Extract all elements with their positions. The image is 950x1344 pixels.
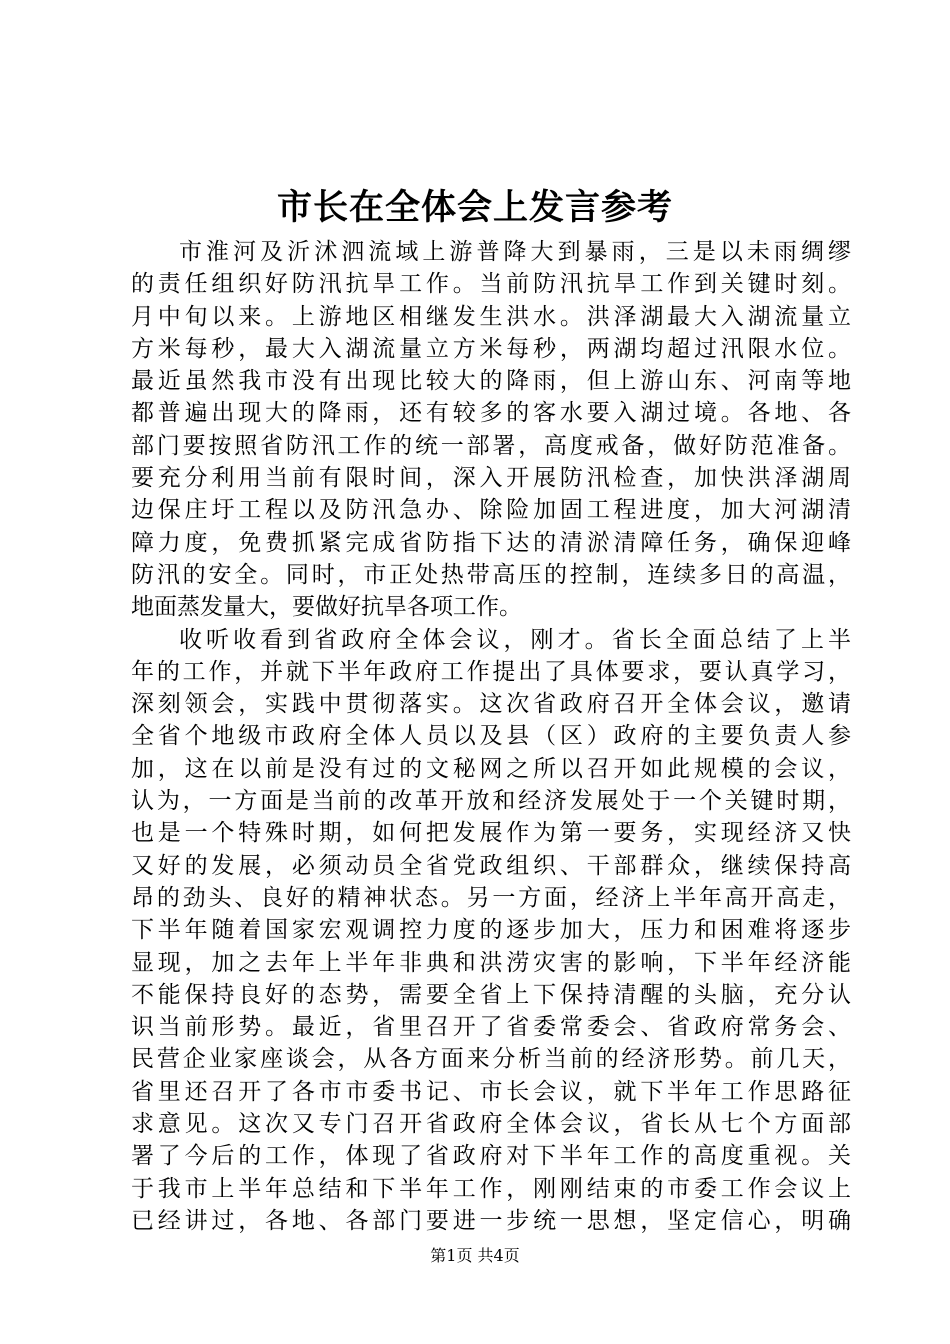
text-line: 署了今后的工作，体现了省政府对下半年工作的高度重视。关 <box>131 1143 851 1170</box>
text-line: 求意见。这次又专门召开省政府全体会议，省长从七个方面部 <box>131 1111 851 1138</box>
text-line: 防汛的安全。同时，市正处热带高压的控制，连续多日的高温， <box>131 561 851 588</box>
text-line: 最近虽然我市没有出现比较大的降雨，但上游山东、河南等地 <box>131 368 851 395</box>
page-number-footer: 第1页 共4页 <box>430 1246 520 1265</box>
text-line: 也是一个特殊时期，如何把发展作为第一要务，实现经济又快 <box>131 820 851 847</box>
text-line: 障力度，免费抓紧完成省防指下达的清淤清障任务，确保迎峰 <box>131 529 851 556</box>
text-line: 加，这在以前是没有过的文秘网之所以召开如此规模的会议， <box>131 755 851 782</box>
text-line: 方米每秒，最大入湖流量立方米每秒，两湖均超过汛限水位。 <box>131 335 851 362</box>
text-line: 全省个地级市政府全体人员以及县（区）政府的主要负责人参 <box>131 723 851 750</box>
text-line: 已经讲过，各地、各部门要进一步统一思想，坚定信心，明确 <box>131 1207 851 1234</box>
paragraph-1 <box>131 236 851 624</box>
text-line: 要充分利用当前有限时间，深入开展防汛检查，加快洪泽湖周 <box>131 465 851 492</box>
paragraph-2 <box>131 624 851 1238</box>
text-line: 省里还召开了各市市委书记、市长会议，就下半年工作思路征 <box>131 1078 851 1105</box>
text-line: 显现，加之去年上半年非典和洪涝灾害的影响，下半年经济能 <box>131 949 851 976</box>
text-line: 的责任组织好防汛抗旱工作。当前防汛抗旱工作到关键时刻。 <box>131 271 851 298</box>
text-line: 年的工作，并就下半年政府工作提出了具体要求，要认真学习， <box>131 658 851 685</box>
text-line: 市淮河及沂沭泗流域上游普降大到暴雨，三是以未雨绸缪 <box>179 239 851 265</box>
document-body <box>131 236 851 1237</box>
text-line: 不能保持良好的态势，需要全省上下保持清醒的头脑，充分认 <box>131 981 851 1008</box>
text-line: 收听收看到省政府全体会议，刚才。省长全面总结了上半 <box>179 626 851 653</box>
text-line: 部门要按照省防汛工作的统一部署，高度戒备，做好防范准备。 <box>131 432 851 459</box>
text-line: 都普遍出现大的降雨，还有较多的客水要入湖过境。各地、各 <box>131 400 851 427</box>
text-line: 认为，一方面是当前的改革开放和经济发展处于一个关键时期， <box>131 788 851 815</box>
text-line: 月中旬以来。上游地区相继发生洪水。洪泽湖最大入湖流量立 <box>131 303 851 330</box>
text-line: 深刻领会，实践中贯彻落实。这次省政府召开全体会议，邀请 <box>131 691 851 718</box>
text-line: 下半年随着国家宏观调控力度的逐步加大，压力和困难将逐步 <box>131 917 851 944</box>
text-line: 于我市上半年总结和下半年工作，刚刚结束的市委工作会议上 <box>131 1175 851 1202</box>
text-line: 地面蒸发量大，要做好抗旱各项工作。 <box>131 594 522 621</box>
document-title: 市长在全体会上发言参考 <box>276 187 673 228</box>
text-line: 民营企业家座谈会，从各方面来分析当前的经济形势。前几天， <box>131 1046 851 1073</box>
text-line: 识当前形势。最近，省里召开了省委常委会、省政府常务会、 <box>131 1014 851 1041</box>
text-line: 昂的劲头、良好的精神状态。另一方面，经济上半年高开高走， <box>131 884 851 911</box>
text-line: 又好的发展，必须动员全省党政组织、干部群众，继续保持高 <box>131 852 851 879</box>
text-line: 边保庄圩工程以及防汛急办、除险加固工程进度，加大河湖清 <box>131 497 851 524</box>
